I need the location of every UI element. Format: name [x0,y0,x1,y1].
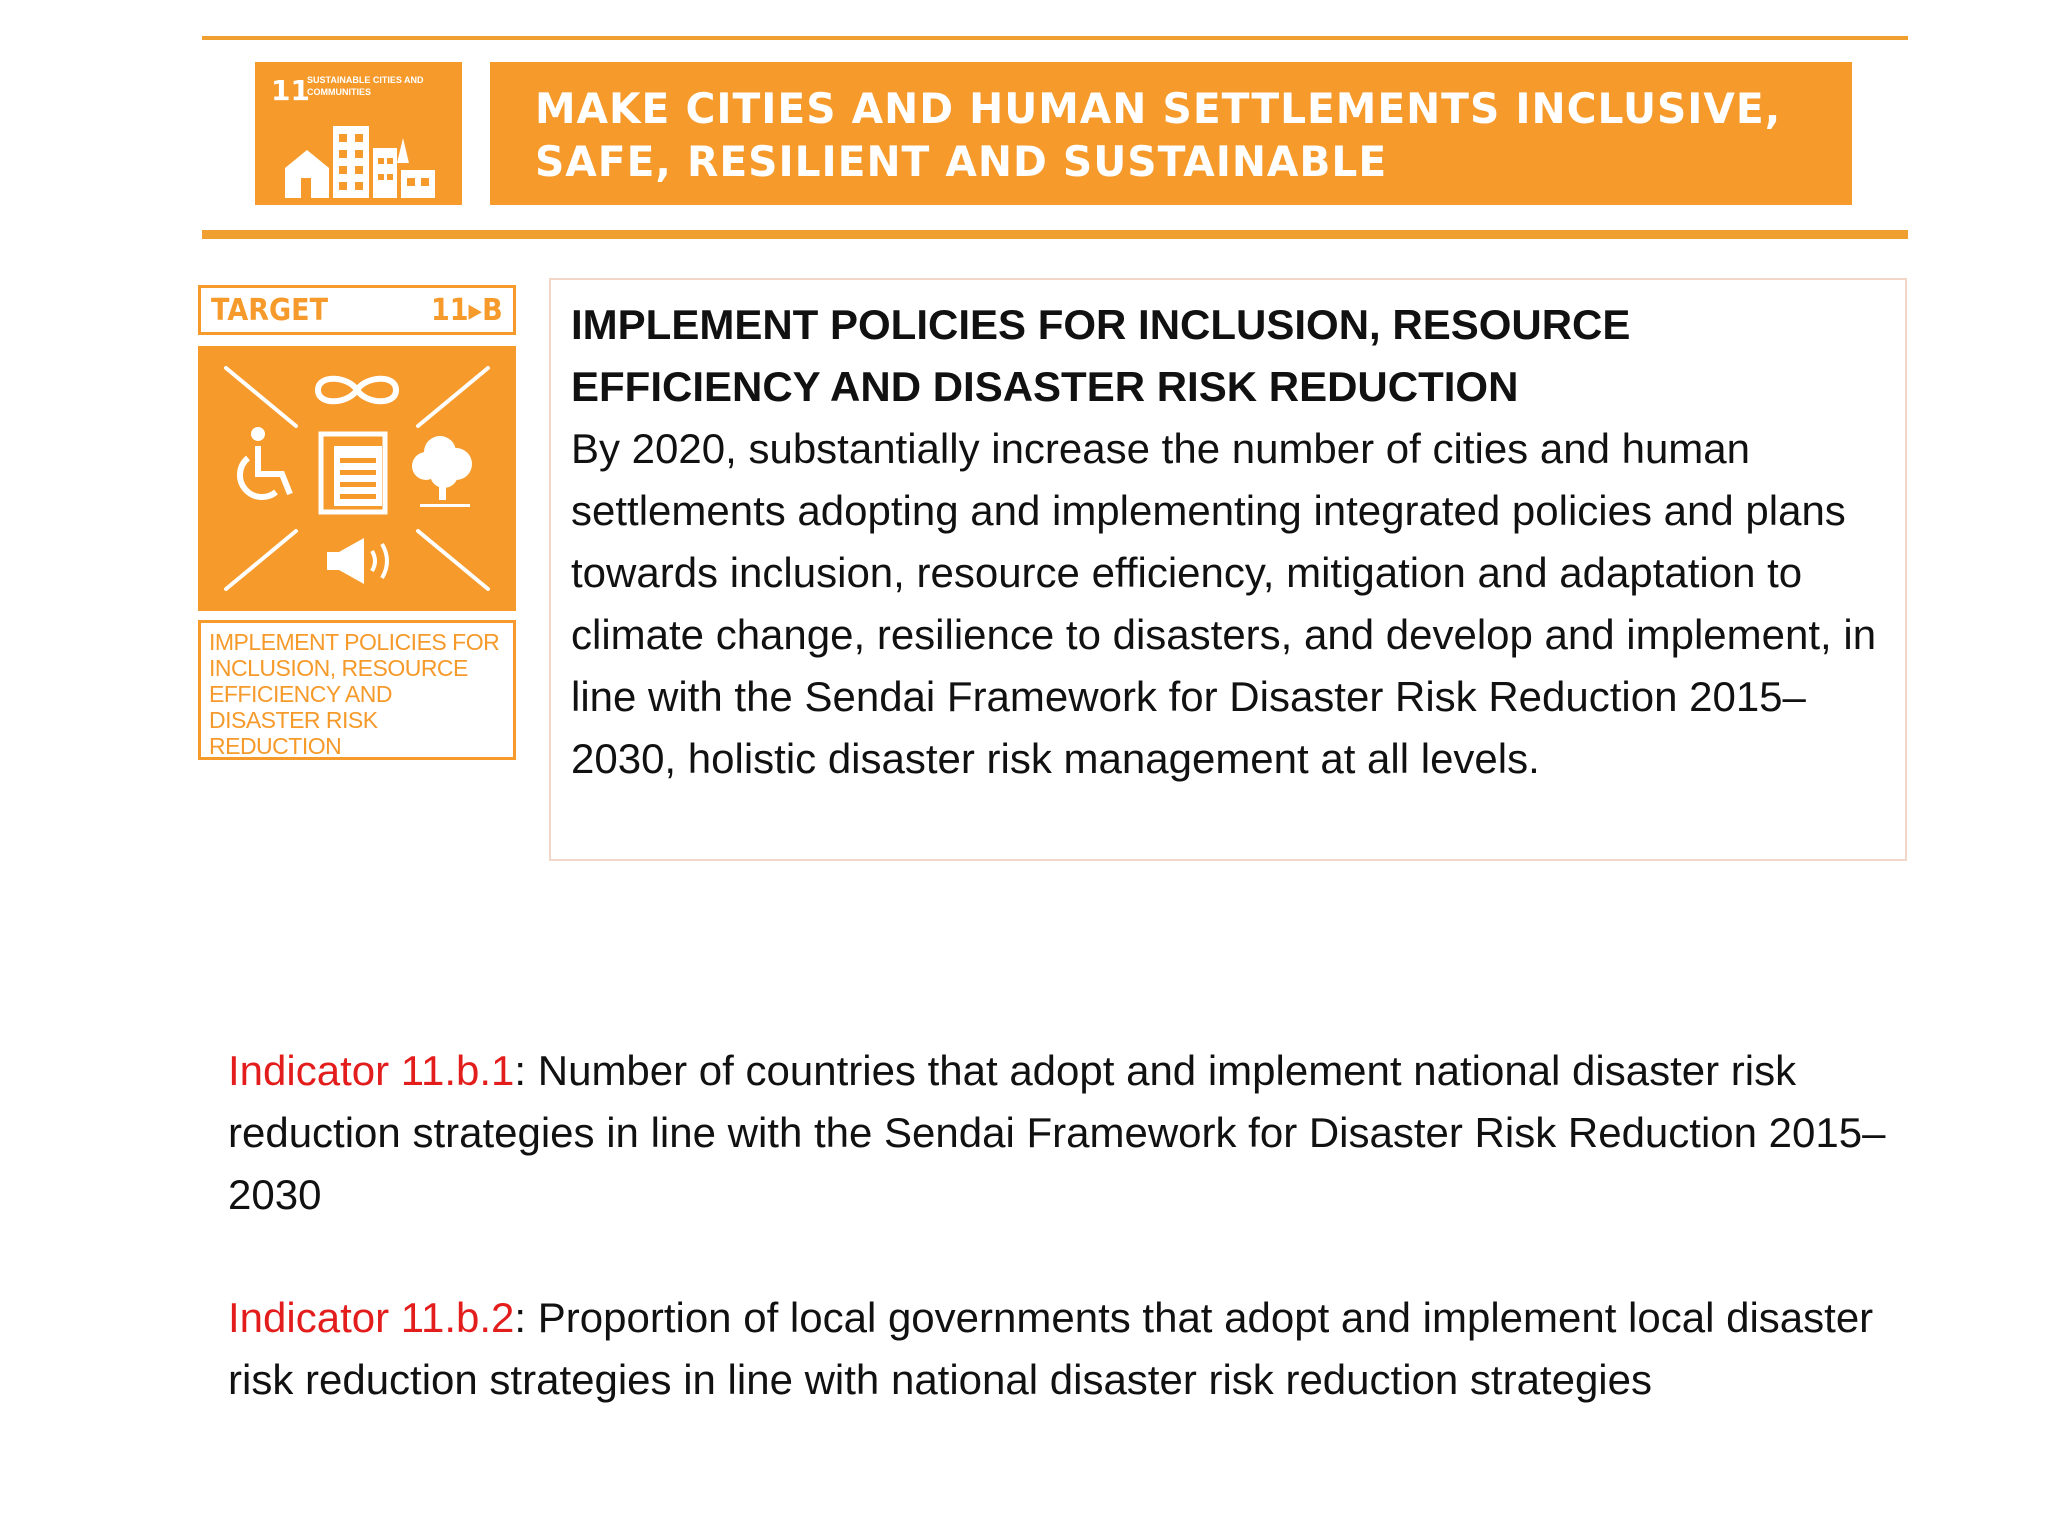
city-buildings-icon [285,118,435,198]
target-label: TARGET [211,293,329,328]
target-title: IMPLEMENT POLICIES FOR INCLUSION, RESOURCE EFFICIENCY AND DISASTER RISK REDUCTION [571,301,1631,410]
diagonal-line-top-right [418,368,488,426]
goal-banner-line-1: MAKE CITIES AND HUMAN SETTLEMENTS INCLUSIVE, [535,84,1782,133]
goal-banner [490,62,1852,205]
indicator-text: : Number of countries that adopt and implement national disaster risk reduction strategies in line with the Sendai Framework for Disaster Risk Reduction 2015–2030 [228,1047,1886,1218]
bottom-divider [202,230,1908,239]
indicator-code: Indicator 11.b.2 [228,1294,515,1341]
indicator-item [228,1040,1928,1226]
target-caption: IMPLEMENT POLICIES FOR INCLUSION, RESOURCE EFFICIENCY AND DISASTER RISK REDUCTION [198,620,516,760]
document-icon [321,434,385,512]
top-divider [202,36,1908,40]
goal-name: SUSTAINABLE CITIES AND COMMUNITIES [307,75,424,97]
target-icon-art [198,346,516,611]
indicator-code: Indicator 11.b.1 [228,1047,515,1094]
indicator-item [228,1287,1928,1411]
megaphone-icon [327,538,387,584]
diagonal-line-bottom-left [226,531,296,589]
target-description: By 2020, substantially increase the number of cities and human settlements adopting and implementing integrated policies and plans towards inclusion, resource efficiency, mitigation and adaptation to climate change, resilience to disasters, and develop and implement, in line with the Sendai Framework for Disaster Risk Reduction 2015–2030, holistic disaster risk management at all levels. [571,425,1877,782]
target-code: 11▸B [431,293,503,328]
diagonal-line-bottom-right [418,531,488,589]
target-label-box [198,285,516,335]
infinity-icon [318,379,396,402]
wheelchair-icon [240,427,290,497]
target-description-box [549,278,1907,861]
diagonal-line-top-left [226,368,296,426]
goal-banner-line-2: SAFE, RESILIENT AND SUSTAINABLE [535,137,1388,186]
target-11b-icon [198,346,516,611]
tree-icon [412,436,472,507]
goal-number: 11 [271,74,310,107]
sdg-goal-11-logo [255,62,462,205]
indicator-text: : Proportion of local governments that adopt and implement local disaster risk reduction strategies in line with national disaster risk reduction strategies [228,1294,1874,1403]
